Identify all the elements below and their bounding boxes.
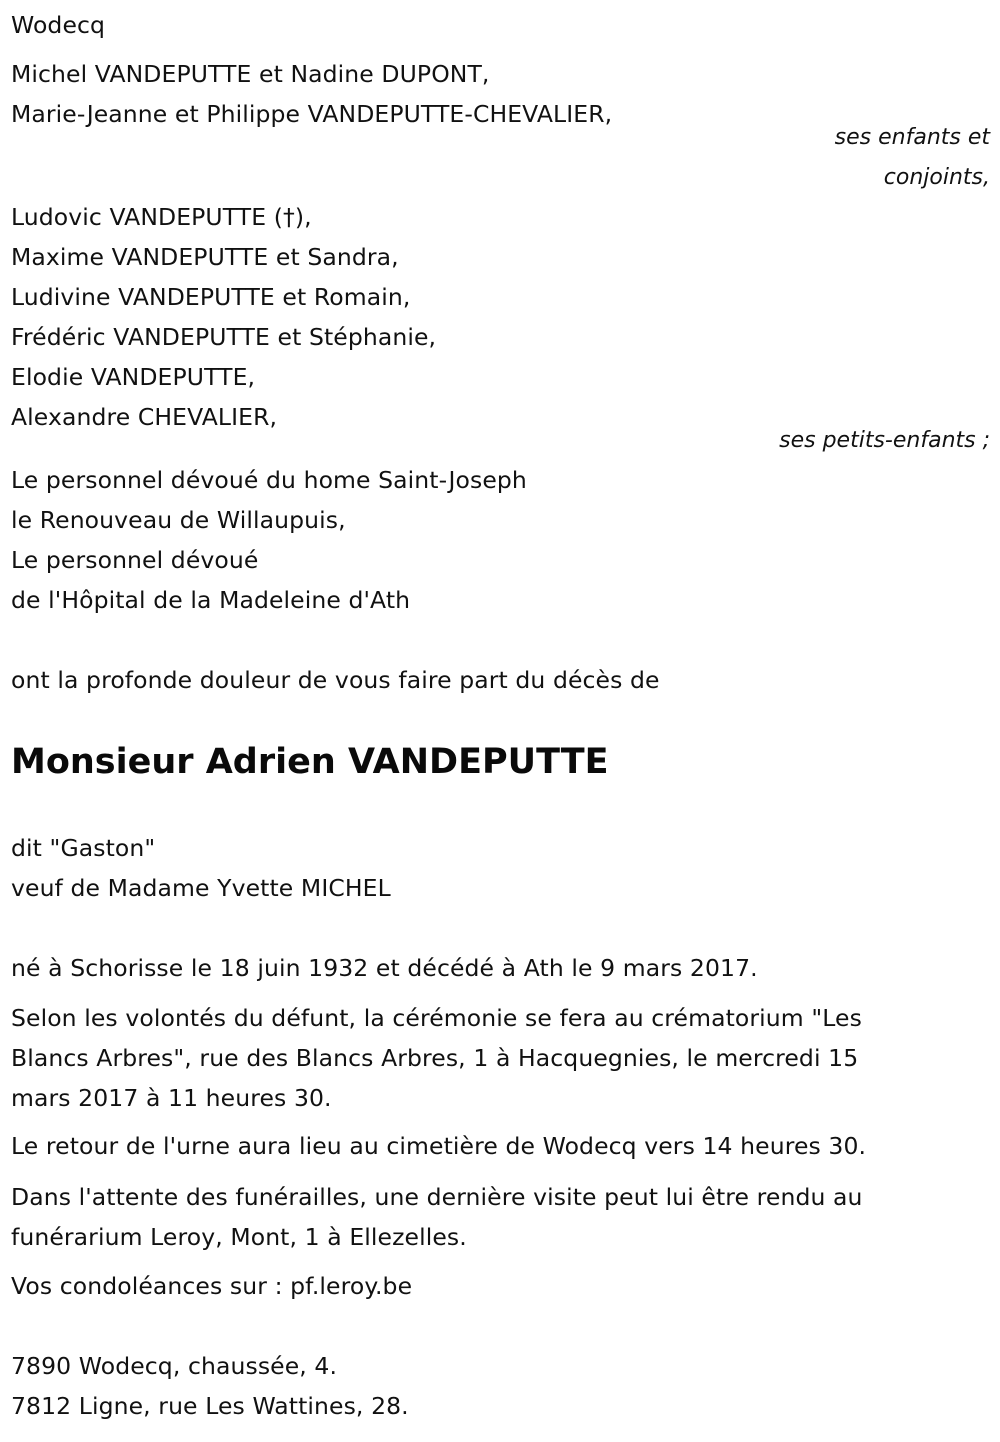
ceremony-line-2: Blancs Arbres", rue des Blancs Arbres, 1 à Hacquegnies, le mercredi 15: [11, 1044, 859, 1072]
ceremony-line-1: Selon les volontés du défunt, la cérémonie se fera au crématorium "Les: [11, 1004, 862, 1032]
staff-line-2: le Renouveau de Willaupuis,: [11, 506, 346, 534]
staff-line-4: de l'Hôpital de la Madeleine d'Ath: [11, 586, 411, 614]
deceased-nickname: dit "Gaston": [11, 834, 156, 862]
visit-line-2: funérarium Leroy, Mont, 1 à Ellezelles.: [11, 1223, 467, 1251]
condolences-text: Vos condoléances sur : pf.leroy.be: [11, 1272, 413, 1300]
children-role-line-1: ses enfants et: [834, 125, 990, 150]
deceased-widow-of: veuf de Madame Yvette MICHEL: [11, 874, 391, 902]
children-line-1: Michel VANDEPUTTE et Nadine DUPONT,: [11, 60, 490, 88]
grandchild-line-2: Maxime VANDEPUTTE et Sandra,: [11, 243, 399, 271]
grandchildren-role: ses petits-enfants ;: [779, 428, 990, 453]
announcement-text: ont la profonde douleur de vous faire part du décès de: [11, 666, 660, 694]
grandchild-line-4: Frédéric VANDEPUTTE et Stéphanie,: [11, 323, 437, 351]
address-line-2: 7812 Ligne, rue Les Wattines, 28.: [11, 1392, 409, 1420]
grandchild-line-5: Elodie VANDEPUTTE,: [11, 363, 256, 391]
grandchild-line-3: Ludivine VANDEPUTTE et Romain,: [11, 283, 411, 311]
grandchild-line-1: Ludovic VANDEPUTTE (†),: [11, 203, 312, 231]
birth-death-text: né à Schorisse le 18 juin 1932 et décédé à Ath le 9 mars 2017.: [11, 954, 758, 982]
children-line-2: Marie-Jeanne et Philippe VANDEPUTTE-CHEVALIER,: [11, 100, 613, 128]
ceremony-line-3: mars 2017 à 11 heures 30.: [11, 1084, 332, 1112]
staff-line-1: Le personnel dévoué du home Saint-Joseph: [11, 466, 527, 494]
visit-line-1: Dans l'attente des funérailles, une dernière visite peut lui être rendu au: [11, 1183, 863, 1211]
deceased-name: Monsieur Adrien VANDEPUTTE: [11, 742, 609, 782]
children-role-line-2: conjoints,: [883, 165, 990, 190]
address-line-1: 7890 Wodecq, chaussée, 4.: [11, 1352, 338, 1380]
staff-line-3: Le personnel dévoué: [11, 546, 259, 574]
location-heading: Wodecq: [11, 11, 106, 39]
grandchild-line-6: Alexandre CHEVALIER,: [11, 403, 278, 431]
urn-text: Le retour de l'urne aura lieu au cimetière de Wodecq vers 14 heures 30.: [11, 1132, 867, 1160]
